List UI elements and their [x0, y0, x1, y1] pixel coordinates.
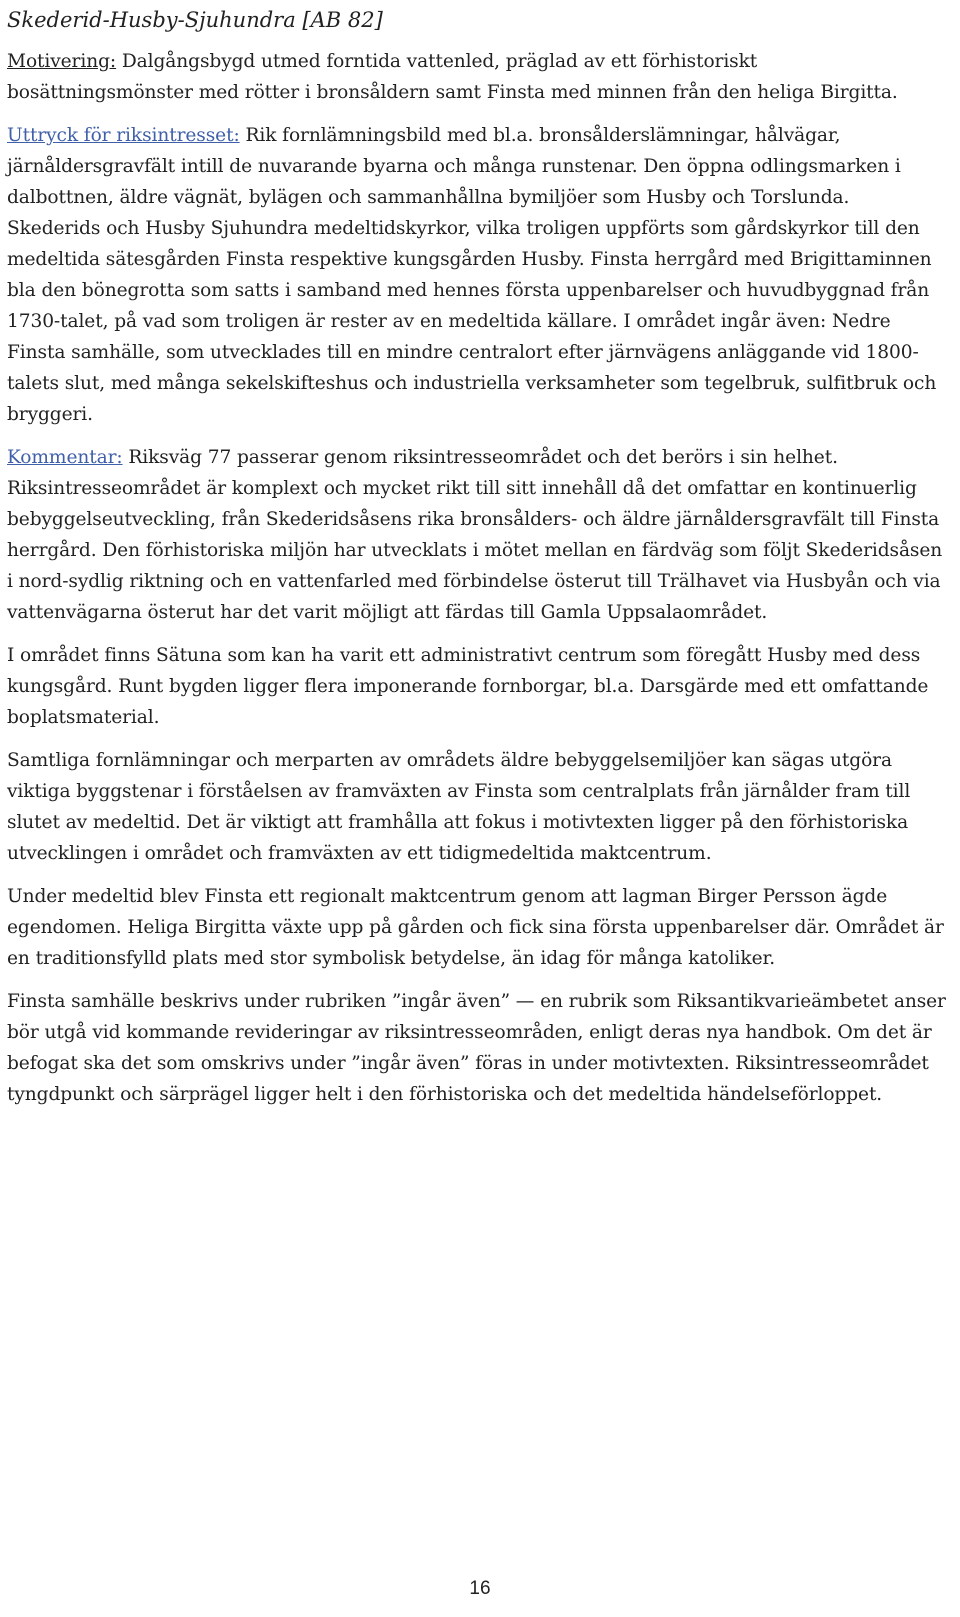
kommentar-text: Riksväg 77 passerar genom riksintresseområdet och det berörs i sin helhet. Riksintresseområdet är komplext och mycket rikt till sitt innehåll då det omfattar en kontinuerlig bebyggelseutveckling, från Skederidsåsens rika bronsålders- och äldre järnåldersgravfält till Finsta herrgård. Den förhistoriska miljön har utvecklats i mötet mellan en färdväg som följt Skederidsåsen i nord-sydlig riktning och en vattenfarled med förbindelse österut till Trälhavet via Husbyån och via vattenvägarna österut har det varit möjligt att färdas till Gamla Uppsalaområdet.: [7, 447, 943, 623]
uttryck-paragraph: [7, 120, 947, 430]
kommentar-label: Kommentar:: [7, 447, 123, 468]
uttryck-text: Rik fornlämningsbild med bl.a. bronsålderslämningar, hålvägar, järnåldersgravfält intill de nuvarande byarna och många runstenar. Den öppna odlingsmarken i dalbottnen, äldre vägnät, bylägen och sammanhållna bymiljöer som Husby och Torslunda. Skederids och Husby Sjuhundra medeltidskyrkor, vilka troligen uppförts som gårdskyrkor till den medeltida sätesgården Finsta respektive kungsgården Husby. Finsta herrgård med Brigittaminnen bla den bönegrotta som satts i samband med hennes första uppenbarelser och huvudbyggnad från 1730-talet, på vad som troligen är rester av en medeltida källare. I området ingår även: Nedre Finsta samhälle, som utvecklades till en mindre centralort efter järnvägens anläggande vid 1800-talets slut, med många sekelskifteshus och industriella verksamheter som tegelbruk, sulfitbruk och bryggeri.: [7, 125, 937, 425]
body-paragraph-3: Under medeltid blev Finsta ett regionalt maktcentrum genom att lagman Birger Persson ägde egendomen. Heliga Birgitta växte upp på gården och fick sina första uppenbarelser där. Området är en traditionsfylld plats med stor symbolisk betydelse, än idag för många katoliker.: [7, 886, 944, 969]
uttryck-label: Uttryck för riksintresset:: [7, 125, 240, 146]
document-page: [7, 0, 947, 1110]
motivering-label: Motivering:: [7, 51, 117, 72]
body-paragraph-1: I området finns Sätuna som kan ha varit ett administrativt centrum som föregått Husby med dess kungsgård. Runt bygden ligger flera imponerande fornborgar, bl.a. Darsgärde med ett omfattande boplatsmaterial.: [7, 645, 929, 728]
motivering-paragraph: [7, 46, 947, 108]
body-paragraph-4: Finsta samhälle beskrivs under rubriken ”ingår även” — en rubrik som Riksantikvarieämbetet anser bör utgå vid kommande revideringar av riksintresseområden, enligt deras nya handbok. Om det är befogat ska det som omskrivs under ”ingår även” föras in under motivtexten. Riksintresseområdet tyngdpunkt och särprägel ligger helt i den förhistoriska och det medeltida händelseförloppet.: [7, 991, 946, 1105]
body-paragraph-2: Samtliga fornlämningar och merparten av områdets äldre bebyggelsemiljöer kan sägas utgöra viktiga byggstenar i förståelsen av framväxten av Finsta som centralplats från järnålder fram till slutet av medeltid. Det är viktigt att framhålla att fokus i motivtexten ligger på den förhistoriska utvecklingen i området och framväxten av ett tidigmedeltida maktcentrum.: [7, 750, 911, 864]
section-title: Skederid-Husby-Sjuhundra [AB 82]: [7, 8, 383, 32]
motivering-text: Dalgångsbygd utmed forntida vattenled, präglad av ett förhistoriskt bosättningsmönster med rötter i bronsåldern samt Finsta med minnen från den heliga Birgitta.: [7, 51, 898, 103]
page-number: 16: [469, 1578, 491, 1599]
kommentar-paragraph: [7, 442, 947, 628]
